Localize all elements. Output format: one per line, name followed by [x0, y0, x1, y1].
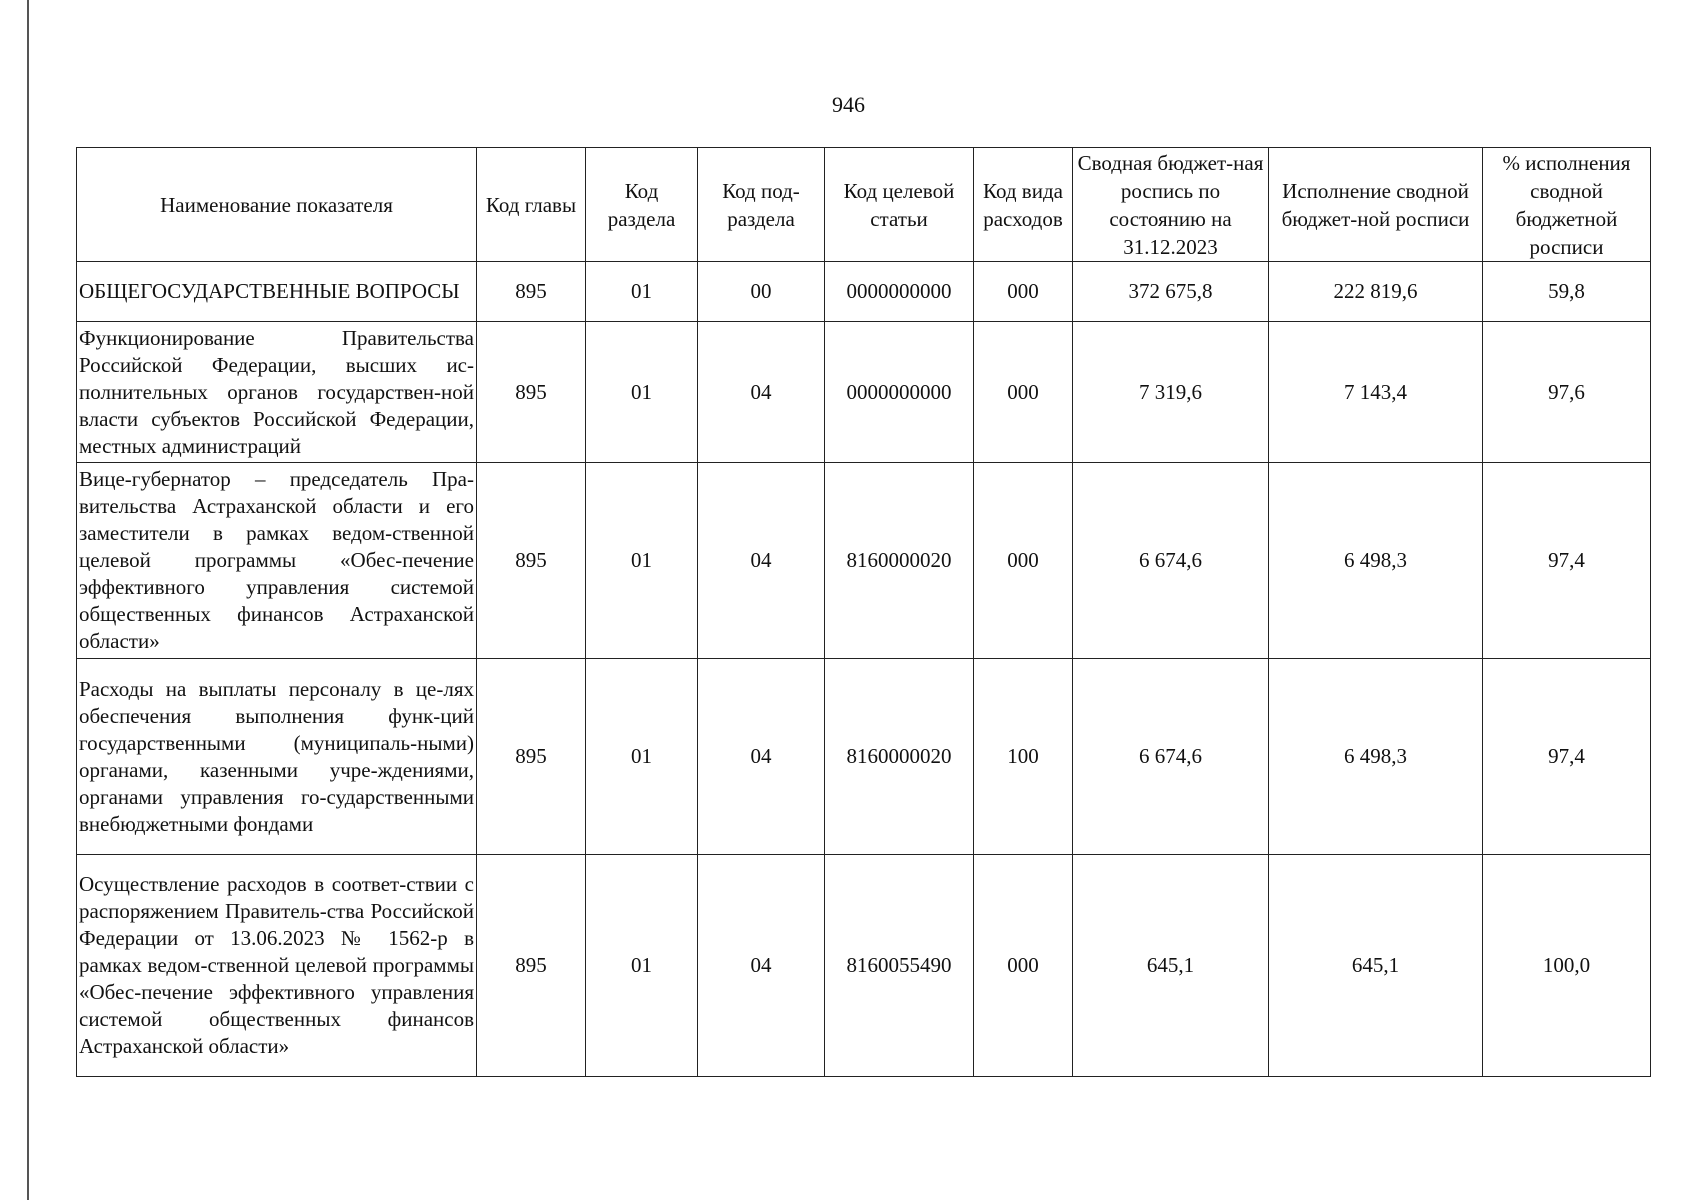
budget-execution-table — [76, 147, 1651, 1077]
cell-procent: 59,8 — [1483, 262, 1651, 322]
header-kod-podrazdela: Код под-раздела — [698, 148, 825, 262]
cell-kod-glavy: 895 — [477, 659, 586, 855]
cell-rospis: 6 674,6 — [1073, 463, 1269, 659]
cell-ispolnenie: 7 143,4 — [1269, 322, 1483, 463]
cell-kod-razdela: 01 — [586, 659, 698, 855]
cell-kod-podrazdela: 04 — [698, 463, 825, 659]
table-row — [77, 659, 1651, 855]
header-name: Наименование показателя — [77, 148, 477, 262]
row-name: ОБЩЕГОСУДАРСТВЕННЫЕ ВОПРОСЫ — [77, 262, 477, 322]
cell-kod-podrazdela: 04 — [698, 659, 825, 855]
cell-kod-glavy: 895 — [477, 322, 586, 463]
binding-margin-line — [27, 0, 29, 1200]
cell-ispolnenie: 645,1 — [1269, 855, 1483, 1077]
table-row — [77, 463, 1651, 659]
page-number: 946 — [832, 92, 865, 117]
cell-procent: 97,6 — [1483, 322, 1651, 463]
row-name: Расходы на выплаты персоналу в це-лях обеспечения выполнения функ-ций государственными (муниципаль-ными) органами, казенными учре-ждениями, органами управления го-сударственными внебюджетными фондами — [77, 659, 477, 855]
cell-kod-vida: 000 — [974, 463, 1073, 659]
cell-kod-razdela: 01 — [586, 855, 698, 1077]
header-kod-stati: Код целевой статьи — [825, 148, 974, 262]
table-header-row — [77, 148, 1651, 262]
cell-rospis: 645,1 — [1073, 855, 1269, 1077]
cell-kod-glavy: 895 — [477, 855, 586, 1077]
cell-kod-razdela: 01 — [586, 262, 698, 322]
table-row — [77, 322, 1651, 463]
cell-kod-vida: 000 — [974, 322, 1073, 463]
cell-kod-stati: 8160000020 — [825, 659, 974, 855]
header-rospis: Сводная бюджет-ная роспись по состоянию на 31.12.2023 — [1073, 148, 1269, 262]
cell-kod-glavy: 895 — [477, 262, 586, 322]
cell-procent: 100,0 — [1483, 855, 1651, 1077]
cell-procent: 97,4 — [1483, 659, 1651, 855]
cell-kod-vida: 000 — [974, 262, 1073, 322]
table-row — [77, 855, 1651, 1077]
header-procent: % исполнения сводной бюджетной росписи — [1483, 148, 1651, 262]
cell-ispolnenie: 6 498,3 — [1269, 463, 1483, 659]
header-kod-glavy: Код главы — [477, 148, 586, 262]
cell-rospis: 372 675,8 — [1073, 262, 1269, 322]
row-name: Вице-губернатор – председатель Пра-вительства Астраханской области и его заместители в рамках ведом-ственной целевой программы «Обес-печение эффективного управления системой общественных финансов Астраханской области» — [77, 463, 477, 659]
cell-procent: 97,4 — [1483, 463, 1651, 659]
cell-ispolnenie: 222 819,6 — [1269, 262, 1483, 322]
cell-kod-razdela: 01 — [586, 463, 698, 659]
cell-kod-podrazdela: 04 — [698, 855, 825, 1077]
header-ispolnenie: Исполнение сводной бюджет-ной росписи — [1269, 148, 1483, 262]
cell-kod-razdela: 01 — [586, 322, 698, 463]
cell-ispolnenie: 6 498,3 — [1269, 659, 1483, 855]
cell-kod-stati: 8160000020 — [825, 463, 974, 659]
cell-kod-vida: 000 — [974, 855, 1073, 1077]
header-kod-vida: Код вида расходов — [974, 148, 1073, 262]
header-kod-razdela: Код раздела — [586, 148, 698, 262]
cell-kod-podrazdela: 04 — [698, 322, 825, 463]
cell-rospis: 7 319,6 — [1073, 322, 1269, 463]
cell-kod-vida: 100 — [974, 659, 1073, 855]
cell-kod-glavy: 895 — [477, 463, 586, 659]
cell-kod-stati: 0000000000 — [825, 322, 974, 463]
cell-kod-stati: 0000000000 — [825, 262, 974, 322]
row-name: Осуществление расходов в соответ-ствии с распоряжением Правитель-ства Российской Федерации от 13.06.2023 № 1562-р в рамках ведом-ственной целевой программы «Обес-печение эффективного управления системой общественных финансов Астраханской области» — [77, 855, 477, 1077]
cell-rospis: 6 674,6 — [1073, 659, 1269, 855]
row-name: Функционирование Правительства Российской Федерации, высших ис-полнительных органов государствен-ной власти субъектов Российской Федерации, местных администраций — [77, 322, 477, 463]
cell-kod-podrazdela: 00 — [698, 262, 825, 322]
table-row — [77, 262, 1651, 322]
cell-kod-stati: 8160055490 — [825, 855, 974, 1077]
